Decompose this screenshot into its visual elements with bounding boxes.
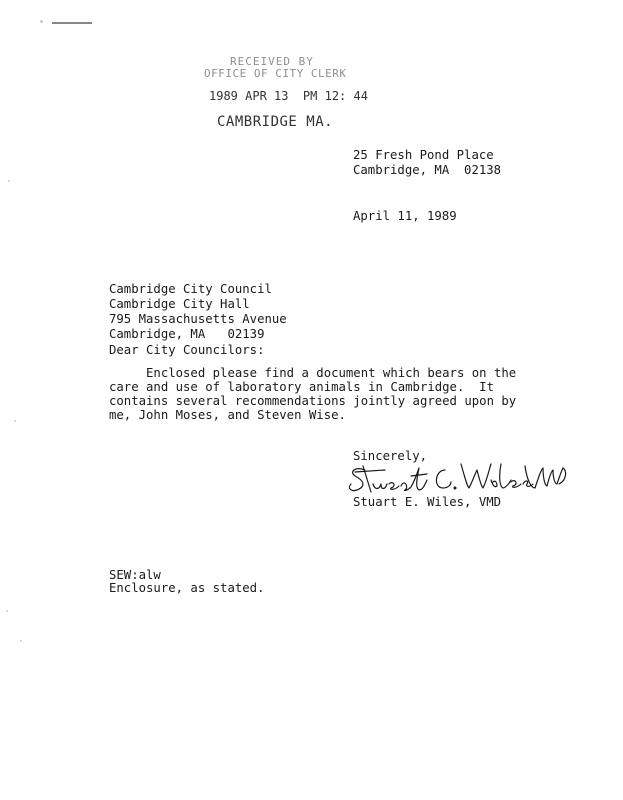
scan-mark — [52, 22, 92, 24]
body-line3: contains several recommendations jointly agreed upon by — [109, 394, 517, 408]
recipient-line4: Cambridge, MA 02139 — [109, 327, 265, 341]
enclosure-note: Enclosure, as stated. — [109, 581, 265, 595]
stamp-datetime: 1989 APR 13 PM 12: 44 — [209, 89, 368, 103]
scan-speck — [20, 640, 22, 642]
typist-initials: SEW:alw — [109, 568, 161, 582]
signer-name: Stuart E. Wiles, VMD — [353, 495, 502, 509]
recipient-line3: 795 Massachusetts Avenue — [109, 312, 287, 326]
stamp-city: CAMBRIDGE MA. — [217, 114, 334, 130]
body-line2: care and use of laboratory animals in Cambridge. It — [109, 380, 494, 394]
scan-speck — [14, 420, 16, 422]
body-line4: me, John Moses, and Steven Wise. — [109, 408, 346, 422]
sender-address-line1: 25 Fresh Pond Place — [353, 148, 494, 162]
scan-speck — [40, 20, 43, 23]
body-line1: Enclosed please find a document which bears on the — [109, 366, 517, 380]
stamp-received-by: RECEIVED BY — [230, 55, 314, 68]
letter-date: April 11, 1989 — [353, 209, 457, 223]
closing: Sincerely, — [353, 449, 428, 463]
recipient-line2: Cambridge City Hall — [109, 297, 250, 311]
handwritten-signature — [345, 458, 570, 498]
recipient-line1: Cambridge City Council — [109, 282, 272, 296]
stamp-office: OFFICE OF CITY CLERK — [204, 67, 347, 80]
scan-speck — [8, 180, 10, 182]
salutation: Dear City Councilors: — [109, 343, 265, 357]
sender-address-line2: Cambridge, MA 02138 — [353, 163, 502, 177]
scan-speck — [6, 610, 8, 612]
